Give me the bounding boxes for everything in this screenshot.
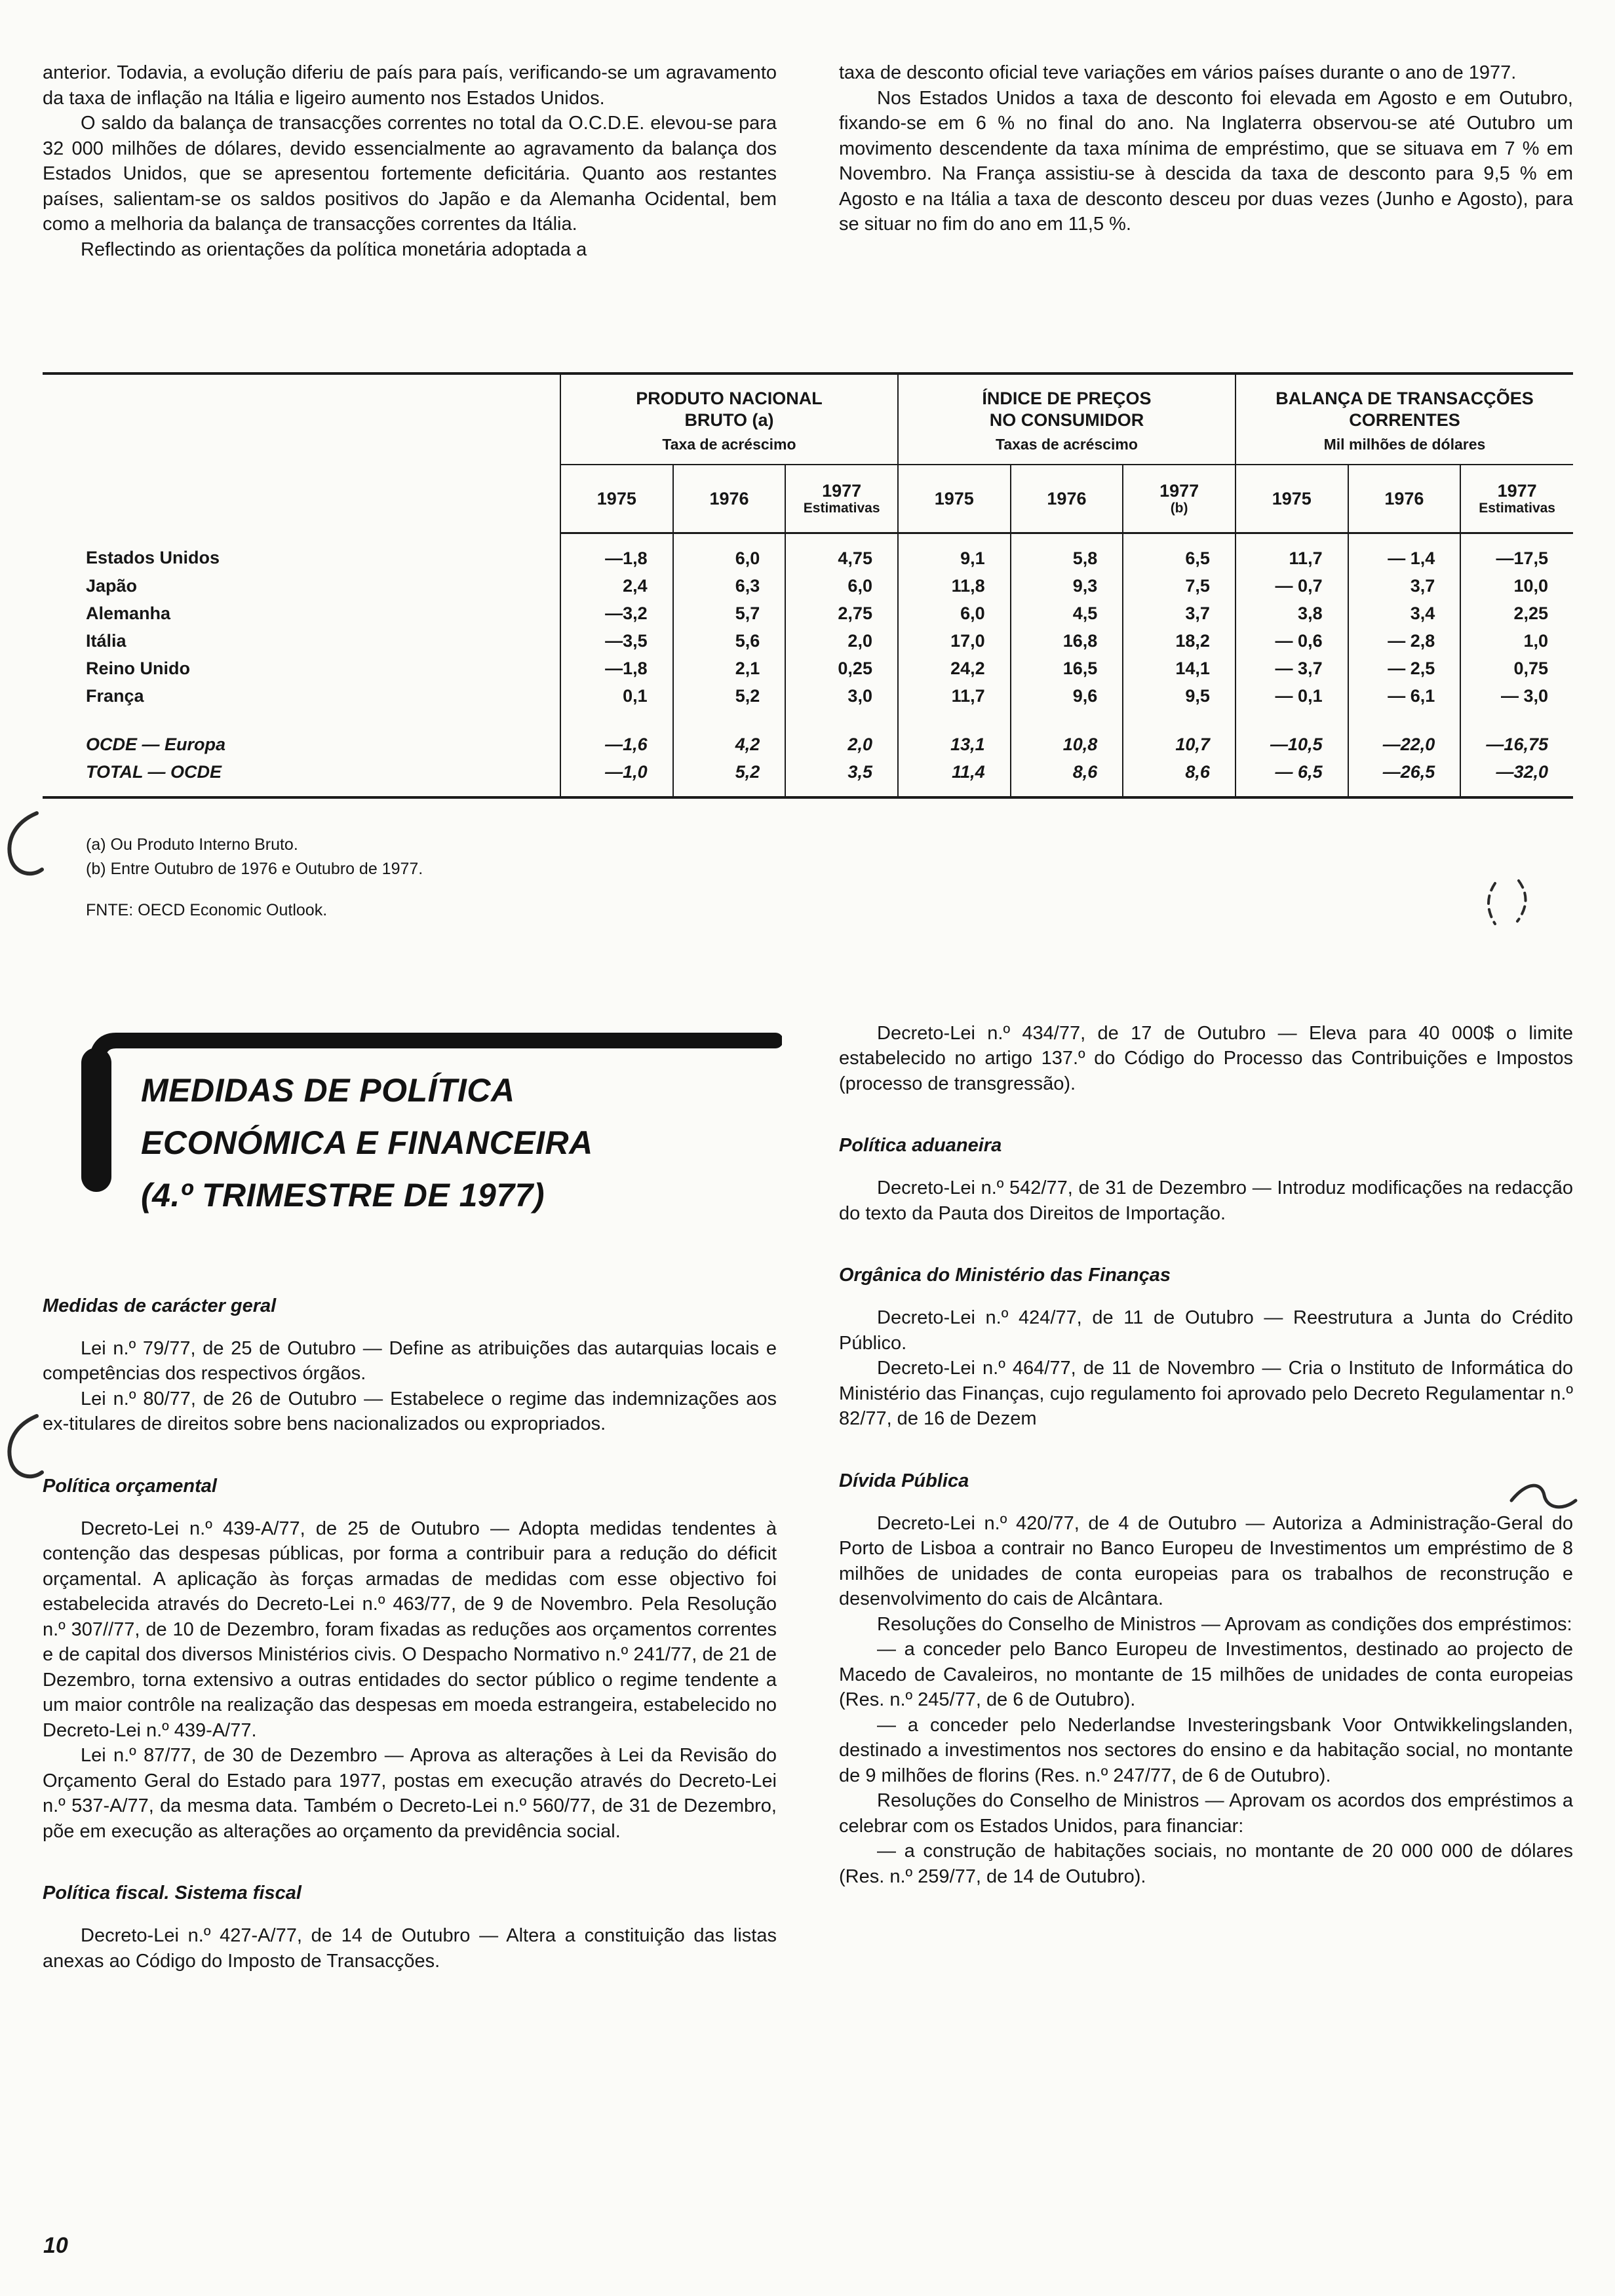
table-cell: 16,5 bbox=[1011, 655, 1123, 682]
footnote-a: (a) Ou Produto Interno Bruto. bbox=[86, 835, 298, 854]
paragraph-conceder-nederlandse: — a conceder pelo Nederlandse Investeringsbank Voor Ontwikkelingslanden, destinado a investimentos nos sectores do ensino e da habitação social, no montante de 9 milhões de florins (Res. n.º 247/77, de 6 de Outubro). bbox=[839, 1714, 1573, 1786]
table-cell: 9,6 bbox=[1011, 682, 1123, 710]
heading-politica-fiscal: Política fiscal. Sistema fiscal bbox=[43, 1883, 302, 1904]
table-cell: 5,7 bbox=[673, 600, 786, 627]
row-label: Alemanha bbox=[86, 603, 171, 623]
row-label: Japão bbox=[86, 575, 138, 596]
paragraph-dl-420-77: Decreto-Lei n.º 420/77, de 4 de Outubro — Autoriza a Administração-Geral do Porto de Lisboa a contrair no Banco Europeu de Investimentos um empréstimo de 8 milhões de unidades de conta europeias para os trabalhos de reconstrução e desenvolvimento do cais de Alcântara. bbox=[839, 1512, 1573, 1609]
table-cell: 8,6 bbox=[1123, 758, 1236, 797]
table-cell: — 0,6 bbox=[1236, 627, 1348, 655]
table-cell: —1,6 bbox=[560, 710, 673, 758]
table-cell: —1,8 bbox=[560, 655, 673, 682]
table-body bbox=[43, 533, 1573, 797]
section-title bbox=[43, 1021, 777, 1221]
table-cell: 10,8 bbox=[1011, 710, 1123, 758]
table-cell: —3,5 bbox=[560, 627, 673, 655]
table-row bbox=[43, 627, 1573, 655]
table-cell: — 3,0 bbox=[1460, 682, 1573, 710]
intro-section bbox=[43, 60, 1573, 262]
table-cell: — 1,4 bbox=[1348, 533, 1461, 572]
year-header: 1976 bbox=[673, 465, 786, 533]
table-cell: 0,1 bbox=[560, 682, 673, 710]
section-title-line-3: (4.º TRIMESTRE DE 1977) bbox=[141, 1176, 545, 1214]
paragraph-resolucoes-condicoes: Resoluções do Conselho de Ministros — Aprovam as condições dos empréstimos: bbox=[877, 1613, 1572, 1635]
table-cell: —10,5 bbox=[1236, 710, 1348, 758]
table-footnotes bbox=[43, 833, 1573, 923]
table-cell: 2,1 bbox=[673, 655, 786, 682]
table-cell: 11,4 bbox=[898, 758, 1011, 797]
year-header: 1977 Estimativas bbox=[785, 465, 898, 533]
group-title: CORRENTES bbox=[1349, 410, 1460, 430]
intro-left-paragraph-1: anterior. Todavia, a evolução diferiu de país para país, verificando-se um agravamento da taxa de inflação na Itália e ligeiro aumento nos Estados Unidos. bbox=[43, 62, 777, 109]
table-cell: 2,0 bbox=[785, 710, 898, 758]
page-number: 10 bbox=[43, 2233, 68, 2258]
intro-left-paragraph-3: Reflectindo as orientações da política monetária adoptada a bbox=[81, 239, 587, 260]
table-cell: 1,0 bbox=[1460, 627, 1573, 655]
table-cell: —16,75 bbox=[1460, 710, 1573, 758]
year-header: 1975 bbox=[560, 465, 673, 533]
paragraph-resolucoes-acordos: Resoluções do Conselho de Ministros — Aprovam os acordos dos empréstimos a celebrar com os Estados Unidos, para financiar: bbox=[839, 1790, 1573, 1837]
group-subtitle: Taxas de acréscimo bbox=[995, 436, 1138, 453]
heading-medidas-caracter-geral: Medidas de carácter geral bbox=[43, 1295, 277, 1316]
table-cell: 8,6 bbox=[1011, 758, 1123, 797]
intro-right-column bbox=[839, 60, 1573, 262]
table-cell: 24,2 bbox=[898, 655, 1011, 682]
table-cell: 4,2 bbox=[673, 710, 786, 758]
main-right-column bbox=[839, 1021, 1573, 1974]
table-cell: 3,8 bbox=[1236, 600, 1348, 627]
table-stub-header bbox=[43, 373, 560, 533]
group-title: BALANÇA DE TRANSACÇÕES bbox=[1275, 389, 1534, 408]
group-header-gnp bbox=[560, 373, 898, 465]
section-title-line-2: ECONÓMICA E FINANCEIRA bbox=[141, 1124, 593, 1161]
table-cell: — 6,5 bbox=[1236, 758, 1348, 797]
table-cell: 0,25 bbox=[785, 655, 898, 682]
table-cell: 5,2 bbox=[673, 758, 786, 797]
paragraph-dl-439-a-77: Decreto-Lei n.º 439-A/77, de 25 de Outubro — Adopta medidas tendentes à contenção das despesas públicas, por forma a contribuir para a redução do déficit orçamental. A aplicação às forças armadas de medidas com esse objectivo foi estabelecida através do Decreto-Lei n.º 463/77, de 9 de Novembro. Pela Resolução n.º 307//77, de 10 de Dezembro, foram fixadas as reduções aos orçamentos correntes e de capital dos diversos Ministérios civis. O Despacho Normativo n.º 241/77, de 21 de Dezembro, torna extensivo a outras entidades do sector público o regime tendente a um maior contrôle na realização das despesas em moeda estrangeira, estabelecido no Decreto-Lei n.º 439-A/77. bbox=[43, 1518, 777, 1741]
main-left-column bbox=[43, 1021, 777, 1974]
intro-right-paragraph-1: taxa de desconto oficial teve variações em vários países durante o ano de 1977. bbox=[839, 62, 1517, 83]
group-title: PRODUTO NACIONAL bbox=[636, 389, 823, 408]
paragraph-dl-542-77: Decreto-Lei n.º 542/77, de 31 de Dezembro — Introduz modificações na redacção do texto da Pauta dos Direitos de Importação. bbox=[839, 1177, 1573, 1224]
table-cell: —32,0 bbox=[1460, 758, 1573, 797]
handwriting-mark-left-column bbox=[3, 1412, 49, 1484]
table-row bbox=[43, 533, 1573, 572]
group-subtitle: Taxa de acréscimo bbox=[662, 436, 796, 453]
paragraph-construcao-habitacoes: — a construção de habitações sociais, no montante de 20 000 000 de dólares (Res. n.º 259/77, de 14 de Outubro). bbox=[839, 1841, 1573, 1887]
paragraph-conceder-bei: — a conceder pelo Banco Europeu de Investimentos, destinado ao projecto de Macedo de Cavaleiros, no montante de 15 milhões de unidades de conta europeias (Res. n.º 245/77, de 6 de Outubro). bbox=[839, 1639, 1573, 1710]
row-label: Itália bbox=[86, 630, 126, 651]
group-header-balance bbox=[1236, 373, 1573, 465]
paragraph-dl-434-77: Decreto-Lei n.º 434/77, de 17 de Outubro — Eleva para 40 000$ o limite estabelecido no artigo 137.º do Código do Processo das Contribuições e Impostos (processo de transgressão). bbox=[839, 1022, 1573, 1094]
table-cell: 4,75 bbox=[785, 533, 898, 572]
year-header: 1977 (b) bbox=[1123, 465, 1236, 533]
table-cell: 11,8 bbox=[898, 572, 1011, 600]
table-cell: 10,7 bbox=[1123, 710, 1236, 758]
table-cell: — 2,5 bbox=[1348, 655, 1461, 682]
footnote-b: (b) Entre Outubro de 1976 e Outubro de 1977. bbox=[86, 859, 423, 878]
table-cell: —26,5 bbox=[1348, 758, 1461, 797]
table-cell: 2,25 bbox=[1460, 600, 1573, 627]
table-wrapper bbox=[43, 372, 1573, 799]
paragraph-lei-87-77: Lei n.º 87/77, de 30 de Dezembro — Aprova as alterações à Lei da Revisão do Orçamento Geral do Estado para 1977, postas em execução através do Decreto-Lei n.º 537-A/77, da mesma data. Também o Decreto-Lei n.º 560/77, de 31 de Dezembro, põe em execução as alterações ao orçamento da previdência social. bbox=[43, 1745, 777, 1842]
table-row bbox=[43, 655, 1573, 682]
table-cell: 5,8 bbox=[1011, 533, 1123, 572]
section-header bbox=[43, 1021, 777, 1229]
main-section bbox=[43, 1021, 1573, 1974]
heading-politica-orcamental: Política orçamental bbox=[43, 1475, 217, 1497]
paragraph-dl-424-77: Decreto-Lei n.º 424/77, de 11 de Outubro — Reestrutura a Junta do Crédito Público. bbox=[839, 1307, 1573, 1354]
table-cell: 7,5 bbox=[1123, 572, 1236, 600]
table-cell: 11,7 bbox=[1236, 533, 1348, 572]
paragraph-lei-80-77: Lei n.º 80/77, de 26 de Outubro — Estabelece o regime das indemnizações aos ex-titulares de direitos sobre bens nacionalizados ou expropriados. bbox=[43, 1388, 777, 1434]
table-cell: — 6,1 bbox=[1348, 682, 1461, 710]
table-cell: 2,0 bbox=[785, 627, 898, 655]
table-cell: 9,3 bbox=[1011, 572, 1123, 600]
group-subtitle: Mil milhões de dólares bbox=[1323, 436, 1486, 453]
table-cell: 18,2 bbox=[1123, 627, 1236, 655]
table-cell: 9,5 bbox=[1123, 682, 1236, 710]
paragraph-dl-464-77: Decreto-Lei n.º 464/77, de 11 de Novembro — Cria o Instituto de Informática do Ministério das Finanças, cujo regulamento foi aprovado pelo Decreto Regulamentar n.º 82/77, de 16 de Dezem bbox=[839, 1358, 1573, 1429]
row-label: França bbox=[86, 685, 144, 706]
table-cell: 2,4 bbox=[560, 572, 673, 600]
table-row-total-ocde bbox=[43, 758, 1573, 797]
table-cell: — 3,7 bbox=[1236, 655, 1348, 682]
year-header: 1975 bbox=[1236, 465, 1348, 533]
heading-organica-ministerio-financas: Orgânica do Ministério das Finanças bbox=[839, 1265, 1171, 1286]
table-cell: — 2,8 bbox=[1348, 627, 1461, 655]
year-header: 1976 bbox=[1011, 465, 1123, 533]
group-title: ÍNDICE DE PREÇOS bbox=[982, 389, 1152, 408]
table-cell: 4,5 bbox=[1011, 600, 1123, 627]
table-cell: 17,0 bbox=[898, 627, 1011, 655]
table-cell: 3,7 bbox=[1123, 600, 1236, 627]
row-label: Reino Unido bbox=[86, 658, 190, 678]
table-cell: 6,5 bbox=[1123, 533, 1236, 572]
table-cell: —1,0 bbox=[560, 758, 673, 797]
section-title-line-1: MEDIDAS DE POLÍTICA bbox=[141, 1071, 515, 1109]
row-label: Estados Unidos bbox=[86, 547, 220, 567]
table-cell: 9,1 bbox=[898, 533, 1011, 572]
table-cell: 6,0 bbox=[673, 533, 786, 572]
table-cell: —1,8 bbox=[560, 533, 673, 572]
group-header-cpi bbox=[898, 373, 1236, 465]
group-title: BRUTO (a) bbox=[684, 410, 774, 430]
intro-left-column bbox=[43, 60, 777, 262]
heading-politica-aduaneira: Política aduaneira bbox=[839, 1135, 1002, 1156]
table-row bbox=[43, 572, 1573, 600]
table-group-row bbox=[43, 373, 1573, 465]
handwriting-mark-left-table bbox=[3, 809, 49, 881]
table-cell: —3,2 bbox=[560, 600, 673, 627]
table-cell: 2,75 bbox=[785, 600, 898, 627]
table-source: FNTE: OECD Economic Outlook. bbox=[86, 900, 328, 919]
table-cell: 6,0 bbox=[898, 600, 1011, 627]
intro-right-paragraph-2: Nos Estados Unidos a taxa de desconto foi elevada em Agosto e em Outubro, fixando-se em 6 % no final do ano. Na Inglaterra observou-se até Outubro um movimento descendente da taxa mínima de empréstimo, que se situava em 7 % em Novembro. Na França assistiu-se à descida da taxa de desconto para 9,5 % em Agosto e na Itália a taxa de desconto desceu por duas vezes (Junho e Agosto), para se situar no fim do ano em 11,5 %. bbox=[839, 87, 1573, 235]
table-row bbox=[43, 682, 1573, 710]
table-cell: 6,0 bbox=[785, 572, 898, 600]
group-title: NO CONSUMIDOR bbox=[989, 410, 1144, 430]
year-header: 1975 bbox=[898, 465, 1011, 533]
year-header: 1977 Estimativas bbox=[1460, 465, 1573, 533]
table-cell: 3,7 bbox=[1348, 572, 1461, 600]
row-label: TOTAL — OCDE bbox=[86, 761, 222, 782]
paragraph-dl-427-a-77: Decreto-Lei n.º 427-A/77, de 14 de Outubro — Altera a constituição das listas anexas ao Código do Imposto de Transacções. bbox=[43, 1925, 777, 1972]
economic-indicators-table bbox=[43, 372, 1573, 799]
table-cell: 5,6 bbox=[673, 627, 786, 655]
table-cell: 10,0 bbox=[1460, 572, 1573, 600]
table-cell: 11,7 bbox=[898, 682, 1011, 710]
table-cell: 3,4 bbox=[1348, 600, 1461, 627]
table-cell: 14,1 bbox=[1123, 655, 1236, 682]
paragraph-lei-79-77: Lei n.º 79/77, de 25 de Outubro — Define as atribuições das autarquias locais e competências dos respectivos órgãos. bbox=[43, 1337, 777, 1384]
table-cell: 6,3 bbox=[673, 572, 786, 600]
year-header: 1976 bbox=[1348, 465, 1461, 533]
table-row-ocde-europa bbox=[43, 710, 1573, 758]
table-cell: 16,8 bbox=[1011, 627, 1123, 655]
table-cell: — 0,7 bbox=[1236, 572, 1348, 600]
table-header bbox=[43, 373, 1573, 533]
table-cell: 3,0 bbox=[785, 682, 898, 710]
row-label: OCDE — Europa bbox=[86, 734, 226, 754]
table-row bbox=[43, 600, 1573, 627]
table-cell: 3,5 bbox=[785, 758, 898, 797]
table-cell: 13,1 bbox=[898, 710, 1011, 758]
intro-left-paragraph-2: O saldo da balança de transacções correntes no total da O.C.D.E. elevou-se para 32 000 milhões de dólares, devido essencialmente ao agravamento da balança dos Estados Unidos, que se apresentou fortemente deficitária. Quanto aos restantes países, salientam-se os saldos positivos do Japão e da Alemanha Ocidental, bem como a melhoria da balança de transacções correntes da Itália. bbox=[43, 113, 777, 235]
heading-divida-publica: Dívida Pública bbox=[839, 1470, 969, 1491]
table-cell: —22,0 bbox=[1348, 710, 1461, 758]
table-cell: 5,2 bbox=[673, 682, 786, 710]
table-cell: 0,75 bbox=[1460, 655, 1573, 682]
table-cell: —17,5 bbox=[1460, 533, 1573, 572]
table-cell: — 0,1 bbox=[1236, 682, 1348, 710]
